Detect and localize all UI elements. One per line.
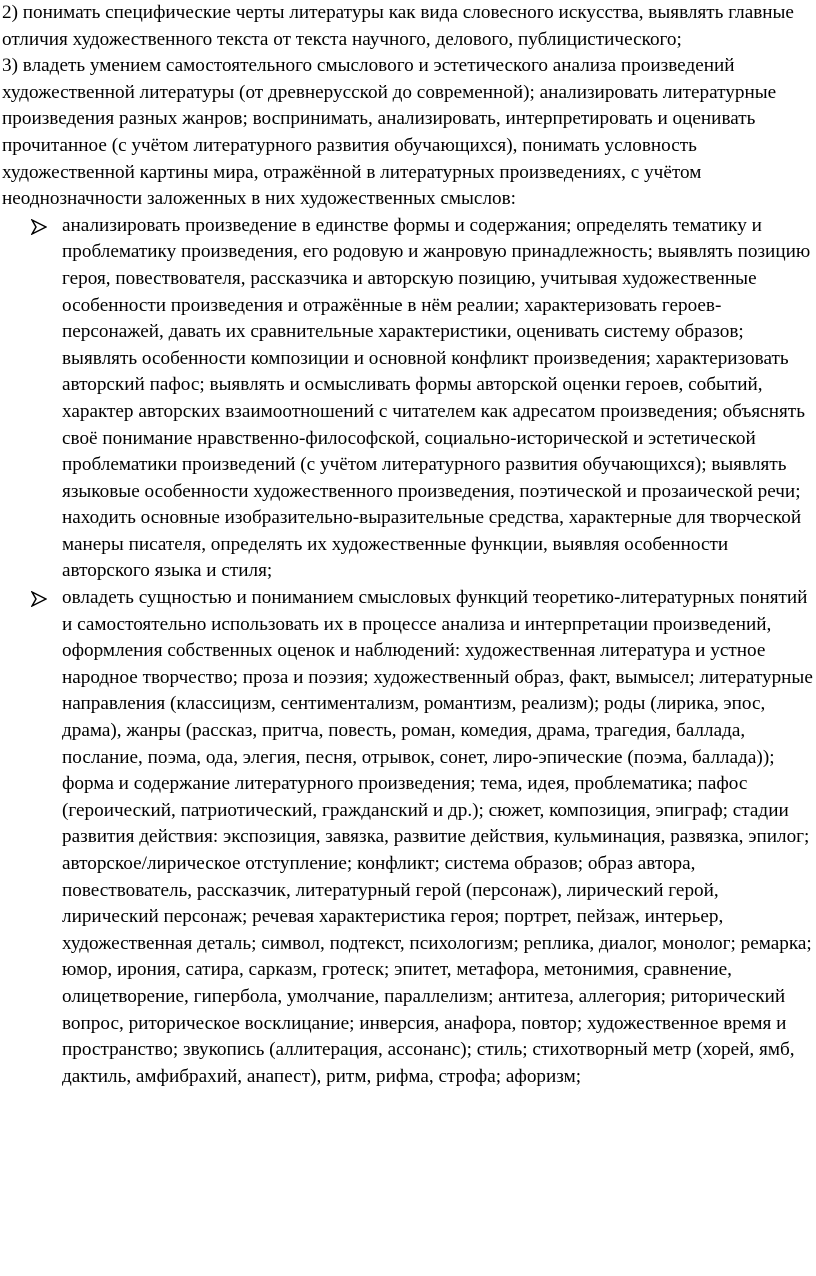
paragraph-item-2: 2) понимать специфические черты литературы как вида словесного искусства, выявлять главные отличия художественного текста от текста научного, делового, публицистического; — [2, 2, 794, 50]
bullet-item-theory — [2, 585, 816, 1090]
arrowhead-bullet-icon — [31, 213, 47, 239]
bullet-text: овладеть сущностью и пониманием смысловых функций теоретико-литературных понятий и самостоятельно использовать их в процессе анализа и интерпретации произведений, оформления собственных оценок и наблюдений: художественная литература и устное народное творчество; проза и поэзия; художественный образ, факт, вымысел; литературные направления (классицизм, сентиментализм, романтизм, реализм); роды (лирика, эпос, драма), жанры (рассказ, притча, повесть, роман, комедия, драма, трагедия, баллада, послание, поэма, ода, элегия, песня, отрывок, сонет, лиро-эпические (поэма, баллада)); форма и содержание литературного произведения; тема, идея, проблематика; пафос (героический, патриотический, гражданский и др.); сюжет, композиция, эпиграф; стадии развития действия: экспозиция, завязка, развитие действия, кульминация, развязка, эпилог; авторское/лирическое отступление; конфликт; система образов; образ автора, повествователь, рассказчик, литературный герой (персонаж), лирический герой, лирический персонаж; речевая характеристика героя; портрет, пейзаж, интерьер, художественная деталь; символ, подтекст, психологизм; реплика, диалог, монолог; ремарка; юмор, ирония, сатира, сарказм, гротеск; эпитет, метафора, метонимия, сравнение, олицетворение, гипербола, умолчание, параллелизм; антитеза, аллегория; риторический вопрос, риторическое восклицание; инверсия, анафора, повтор; художественное время и пространство; звукопись (аллитерация, ассонанс); стиль; стихотворный метр (хорей, ямб, дактиль, амфибрахий, анапест), ритм, рифма, строфа; афоризм; — [62, 587, 813, 1087]
arrowhead-bullet-icon — [31, 585, 47, 611]
bullet-item-analysis — [2, 213, 816, 585]
paragraph-item-3: 3) владеть умением самостоятельного смыслового и эстетического анализа произведений художественной литературы (от древнерусской до современной); анализировать литературные произведения разных жанров; воспринимать, анализировать, интерпретировать и оценивать прочитанное (с учётом литературного развития обучающихся), понимать условность художественной картины мира, отражённой в литературных произведениях, с учётом неоднозначности заложенных в них художественных смыслов: — [2, 55, 777, 210]
bullet-list — [2, 213, 816, 1091]
bullet-text: анализировать произведение в единстве формы и содержания; определять тематику и проблематику произведения, его родовую и жанровую принадлежность; выявлять позицию героя, повествователя, рассказчика и авторскую позицию, учитывая художественные особенности произведения и отражённые в нём реалии; характеризовать героев-персонажей, давать их сравнительные характеристики, оценивать систему образов; выявлять особенности композиции и основной конфликт произведения; характеризовать авторский пафос; выявлять и осмысливать формы авторской оценки героев, событий, характер авторских взаимоотношений с читателем как адресатом произведения; объяснять своё понимание нравственно-философской, социально-исторической и эстетической проблематики произведений (с учётом литературного развития обучающихся); выявлять языковые особенности художественного произведения, поэтической и прозаической речи; находить основные изобразительно-выразительные средства, характерные для творческой манеры писателя, определять их художественные функции, выявляя особенности авторского языка и стиля; — [62, 214, 811, 582]
